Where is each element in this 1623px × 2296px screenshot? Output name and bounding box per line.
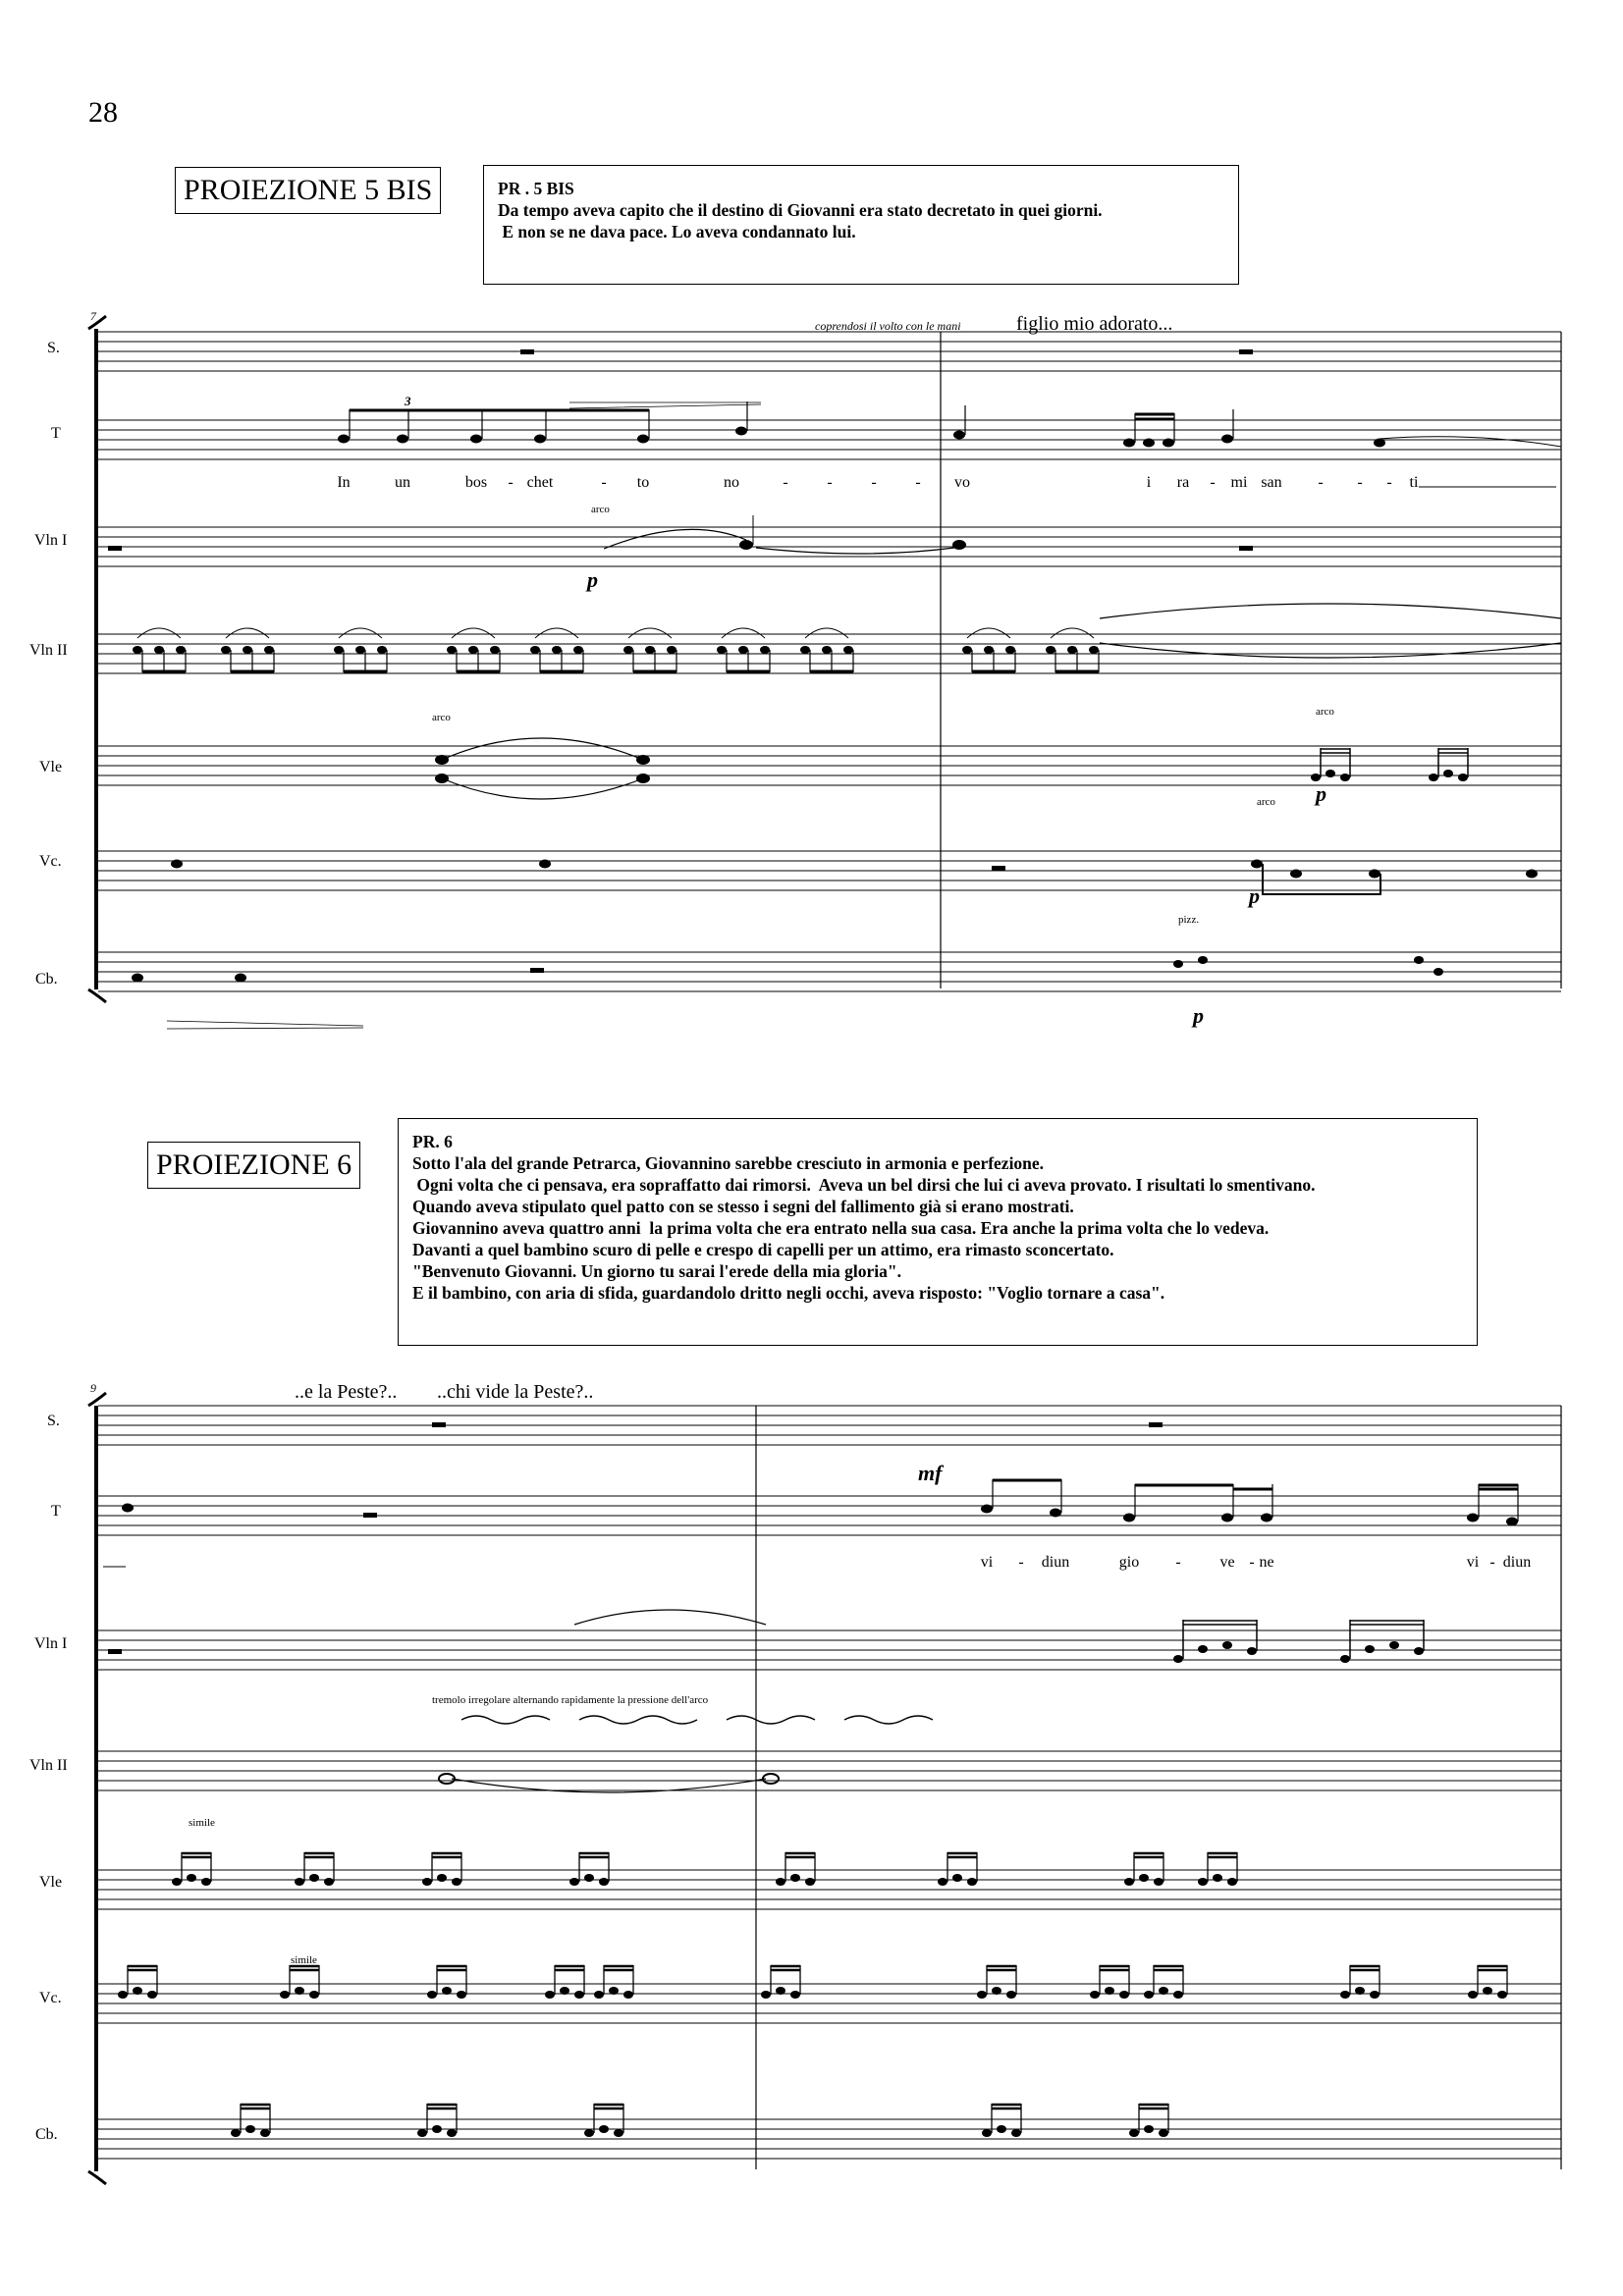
lyric-syllable: ra — [1176, 474, 1190, 491]
note-line: Sotto l'ala del grande Petrarca, Giovannino sarebbe cresciuto in armonia e perfezione. — [412, 1153, 1045, 1173]
lyric-syllable: bos — [464, 474, 488, 491]
measure-number: 7 — [90, 309, 96, 323]
projection-note — [398, 1118, 1478, 1346]
simile-marking: simile — [291, 1954, 317, 1966]
lyric-syllable: - — [1318, 474, 1324, 491]
instrument-label: T — [51, 1503, 61, 1520]
tremolo-direction: tremolo irregolare alternando rapidamente la pressione dell'arco — [432, 1694, 709, 1706]
arco-marking: arco — [591, 504, 610, 515]
projection-note — [483, 165, 1239, 285]
lyric-syllable: - — [871, 474, 877, 491]
soprano-direction: coprendosi il volto con le mani — [815, 319, 961, 333]
lyric-syllable: - — [601, 474, 607, 491]
lyric-syllable: - — [1489, 1554, 1495, 1571]
dynamic-marking: p — [587, 567, 598, 592]
lyric-syllable: ne — [1259, 1554, 1274, 1571]
lyric-syllable: diun — [1502, 1554, 1532, 1571]
projection-label: PROIEZIONE 6 — [147, 1142, 360, 1189]
lyric-syllable: chet — [526, 474, 554, 491]
lyric-syllable: - — [827, 474, 833, 491]
dynamic-marking: mf — [918, 1461, 943, 1485]
dynamic-marking: p — [1316, 781, 1326, 806]
lyric-syllable: - — [1357, 474, 1363, 491]
arco-marking: arco — [432, 712, 451, 723]
score-system-2 — [0, 1374, 1623, 2179]
arco-marking: arco — [1316, 706, 1334, 718]
lyric-syllable: - — [1175, 1554, 1181, 1571]
projection-label: PROIEZIONE 5 BIS — [175, 167, 441, 214]
lyric-syllable: - — [508, 474, 514, 491]
lyric-syllable: san — [1261, 474, 1282, 491]
lyric-syllable: - — [915, 474, 921, 491]
dynamic-marking: p — [1193, 1003, 1204, 1028]
note-line: Davanti a quel bambino scuro di pelle e crespo di capelli per un attimo, era rimasto sconcertato. — [412, 1240, 1114, 1259]
lyric-syllable: - — [783, 474, 788, 491]
note-line: Quando aveva stipulato quel patto con se stesso i segni del fallimento già si erano mostrati. — [412, 1197, 1074, 1216]
instrument-label: Vln II — [29, 642, 68, 659]
lyric-syllable: - — [1018, 1554, 1024, 1571]
instrument-label: Vln I — [34, 1635, 68, 1652]
soprano-text: ..e la Peste?.. — [295, 1381, 398, 1403]
lyric-syllable: diun — [1041, 1554, 1070, 1571]
lyric-syllable: gio — [1118, 1554, 1140, 1571]
lyric-syllable: un — [395, 474, 410, 491]
lyric-syllable: vo — [954, 474, 970, 491]
arco-marking: arco — [1257, 796, 1275, 808]
note-line: Da tempo aveva capito che il destino di Giovanni era stato decretato in quei giorni. — [498, 200, 1103, 220]
page-number: 28 — [88, 96, 118, 129]
lyric-syllable: ve — [1219, 1554, 1235, 1571]
note-heading: PR . 5 BIS — [498, 179, 574, 198]
note-heading: PR. 6 — [412, 1132, 453, 1151]
instrument-label: Vln II — [29, 1757, 68, 1774]
score-system-1 — [0, 294, 1623, 1060]
lyric-syllable: mi — [1230, 474, 1248, 491]
note-line: E il bambino, con aria di sfida, guardandolo dritto negli occhi, aveva risposto: "Voglio tornare a casa". — [412, 1283, 1165, 1303]
instrument-label: Vc. — [39, 1990, 62, 2006]
instrument-label: Vc. — [39, 853, 62, 870]
lyric-syllable: vi — [1466, 1554, 1480, 1571]
soprano-text: ..chi vide la Peste?.. — [437, 1381, 594, 1403]
lyric-syllable: - — [1210, 474, 1216, 491]
lyric-syllable: i — [1146, 474, 1152, 491]
measure-number: 9 — [90, 1381, 96, 1395]
soprano-text: figlio mio adorato... — [1016, 313, 1173, 335]
lyric-syllable: no — [724, 474, 739, 491]
pizz-marking: pizz. — [1178, 914, 1200, 926]
instrument-label: Cb. — [35, 971, 58, 988]
note-line: "Benvenuto Giovanni. Un giorno tu sarai l'erede della mia gloria". — [412, 1261, 901, 1281]
instrument-label: S. — [47, 1413, 60, 1429]
note-line: E non se ne dava pace. Lo aveva condannato lui. — [498, 222, 856, 241]
simile-marking: simile — [189, 1817, 215, 1829]
lyric-syllable: vi — [980, 1554, 994, 1571]
instrument-label: T — [51, 425, 61, 442]
lyric-syllable: In — [337, 474, 351, 491]
instrument-label: Vln I — [34, 532, 68, 549]
note-line: Giovannino aveva quattro anni la prima volta che era entrato nella sua casa. Era anche la prima volta che lo vedeva. — [412, 1218, 1270, 1238]
instrument-label: Vle — [39, 759, 63, 775]
lyric-syllable: - — [1249, 1554, 1255, 1571]
instrument-label: Cb. — [35, 2126, 58, 2143]
lyric-syllable: - — [1386, 474, 1392, 491]
lyric-syllable: ti — [1409, 474, 1419, 491]
lyric-syllable: to — [636, 474, 650, 491]
instrument-label: S. — [47, 340, 60, 356]
instrument-label: Vle — [39, 1874, 63, 1891]
note-line: Ogni volta che ci pensava, era sopraffatto dai rimorsi. Aveva un bel dirsi che lui ci aveva provato. I risultati lo smentivano. — [412, 1175, 1316, 1195]
tuplet-number: 3 — [405, 394, 411, 408]
dynamic-marking: p — [1249, 883, 1260, 908]
